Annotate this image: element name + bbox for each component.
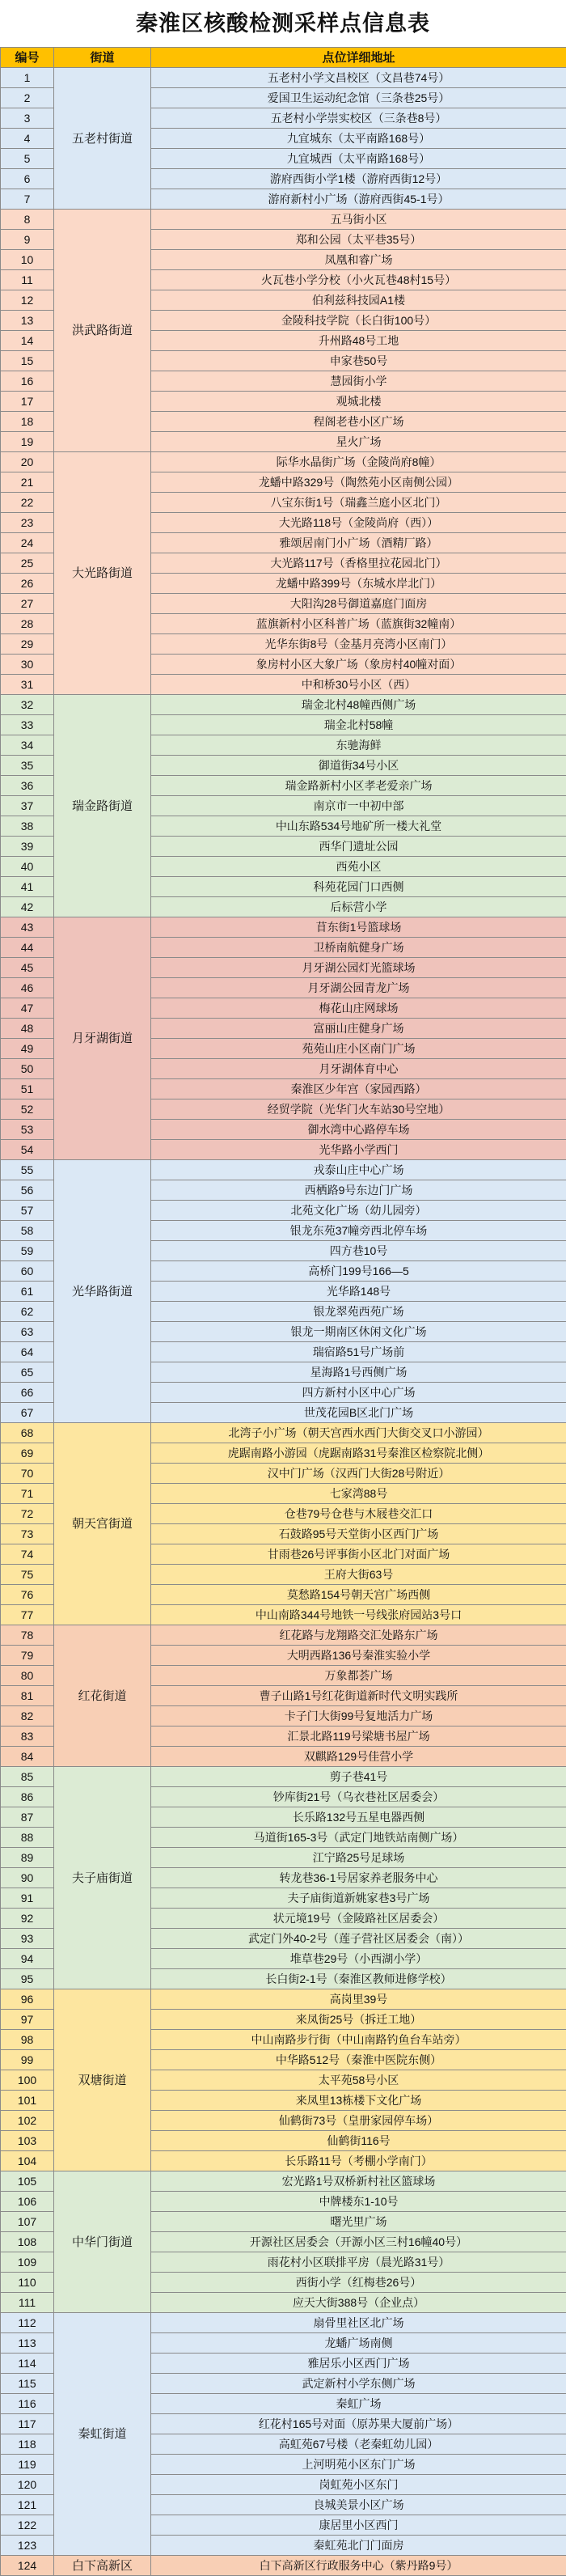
row-number: 60 xyxy=(1,1261,54,1282)
row-number: 68 xyxy=(1,1423,54,1443)
row-number: 94 xyxy=(1,1949,54,1969)
row-number: 59 xyxy=(1,1241,54,1261)
site-address: 中牌楼东1-10号 xyxy=(151,2192,566,2212)
row-number: 104 xyxy=(1,2151,54,2171)
site-address: 万象都荟广场 xyxy=(151,1666,566,1686)
row-number: 85 xyxy=(1,1767,54,1787)
site-address: 高虹苑67号楼（老秦虹幼儿园） xyxy=(151,2434,566,2455)
row-number: 97 xyxy=(1,2010,54,2030)
row-number: 84 xyxy=(1,1747,54,1767)
site-address: 江宁路25号足球场 xyxy=(151,1848,566,1868)
header-street: 街道 xyxy=(54,48,151,68)
row-number: 105 xyxy=(1,2171,54,2192)
row-number: 37 xyxy=(1,796,54,816)
site-address: 武定新村小学东侧广场 xyxy=(151,2374,566,2394)
street-name: 五老村街道 xyxy=(54,68,151,210)
site-address: 秦淮区少年宫（家园西路） xyxy=(151,1079,566,1099)
row-number: 110 xyxy=(1,2273,54,2293)
header-row xyxy=(1,48,566,68)
site-address: 蓝旗新村小区科普广场（蓝旗街32幢南） xyxy=(151,614,566,634)
site-address: 西苑小区 xyxy=(151,857,566,877)
row-number: 39 xyxy=(1,837,54,857)
site-address: 瑞金北村58幢 xyxy=(151,715,566,735)
row-number: 4 xyxy=(1,129,54,149)
street-name: 月牙湖街道 xyxy=(54,917,151,1160)
table-row xyxy=(1,917,566,938)
row-number: 113 xyxy=(1,2333,54,2354)
site-address: 经贸学院（光华门火车站30号空地） xyxy=(151,1099,566,1120)
row-number: 70 xyxy=(1,1464,54,1484)
site-address: 科苑花园门口西侧 xyxy=(151,877,566,897)
row-number: 20 xyxy=(1,452,54,472)
site-address: 西街小学（红梅巷26号） xyxy=(151,2273,566,2293)
site-address: 月牙湖体育中心 xyxy=(151,1059,566,1079)
street-name: 洪武路街道 xyxy=(54,210,151,452)
site-address: 象房村小区大象广场（象房村40幢对面） xyxy=(151,655,566,675)
site-address: 慧园街小学 xyxy=(151,371,566,392)
street-name: 白下高新区 xyxy=(54,2556,151,2576)
site-address: 御道街34号小区 xyxy=(151,756,566,776)
site-address: 秦虹广场 xyxy=(151,2394,566,2414)
row-number: 102 xyxy=(1,2111,54,2131)
row-number: 26 xyxy=(1,574,54,594)
row-number: 81 xyxy=(1,1686,54,1706)
site-address: 卫桥南航健身广场 xyxy=(151,938,566,958)
site-address: 富丽山庄健身广场 xyxy=(151,1019,566,1039)
row-number: 86 xyxy=(1,1787,54,1807)
row-number: 25 xyxy=(1,553,54,574)
street-name: 光华路街道 xyxy=(54,1160,151,1423)
site-address: 瑞宿路51号广场前 xyxy=(151,1342,566,1362)
row-number: 77 xyxy=(1,1605,54,1625)
street-name: 夫子庙街道 xyxy=(54,1767,151,1989)
row-number: 117 xyxy=(1,2414,54,2434)
row-number: 100 xyxy=(1,2070,54,2091)
row-number: 109 xyxy=(1,2252,54,2273)
site-address: 火瓦巷小学分校（小火瓦巷48村15号） xyxy=(151,270,566,290)
row-number: 29 xyxy=(1,634,54,655)
row-number: 27 xyxy=(1,594,54,614)
site-address: 龙蟠中路329号（陶然苑小区南侧公园） xyxy=(151,472,566,493)
row-number: 114 xyxy=(1,2354,54,2374)
row-number: 92 xyxy=(1,1909,54,1929)
site-address: 武定门外40-2号（莲子营社区居委会（南）） xyxy=(151,1929,566,1949)
row-number: 74 xyxy=(1,1544,54,1565)
row-number: 3 xyxy=(1,108,54,129)
site-address: 康居里小区西门 xyxy=(151,2515,566,2536)
site-address: 白下高新区行政服务中心（紫丹路9号） xyxy=(151,2556,566,2576)
row-number: 49 xyxy=(1,1039,54,1059)
row-number: 99 xyxy=(1,2050,54,2070)
site-address: 双麒路129号佳营小学 xyxy=(151,1747,566,1767)
row-number: 55 xyxy=(1,1160,54,1180)
row-number: 63 xyxy=(1,1322,54,1342)
row-number: 120 xyxy=(1,2475,54,2495)
site-address: 龙蟠广场南侧 xyxy=(151,2333,566,2354)
site-address: 夫子庙街道新姚家巷3号广场 xyxy=(151,1888,566,1909)
row-number: 11 xyxy=(1,270,54,290)
site-address: 王府大街63号 xyxy=(151,1565,566,1585)
row-number: 62 xyxy=(1,1302,54,1322)
row-number: 47 xyxy=(1,998,54,1019)
site-address: 五马街小区 xyxy=(151,210,566,230)
site-address: 西华门遗址公园 xyxy=(151,837,566,857)
row-number: 118 xyxy=(1,2434,54,2455)
row-number: 14 xyxy=(1,331,54,351)
row-number: 19 xyxy=(1,432,54,452)
site-address: 马道街165-3号（武定门地铁站南侧广场） xyxy=(151,1828,566,1848)
row-number: 124 xyxy=(1,2556,54,2576)
table-row xyxy=(1,1423,566,1443)
site-address: 南京市一中初中部 xyxy=(151,796,566,816)
row-number: 88 xyxy=(1,1828,54,1848)
row-number: 2 xyxy=(1,88,54,108)
site-address: 爱国卫生运动纪念馆（三条巷25号） xyxy=(151,88,566,108)
site-address: 钞库街21号（乌衣巷社区居委会） xyxy=(151,1787,566,1807)
row-number: 7 xyxy=(1,189,54,210)
site-address: 观城北楼 xyxy=(151,392,566,412)
row-number: 1 xyxy=(1,68,54,88)
row-number: 115 xyxy=(1,2374,54,2394)
sheet-title: 秦淮区核酸检测采样点信息表 xyxy=(0,0,566,47)
site-address: 汉中门广场（汉西门大街28号附近） xyxy=(151,1464,566,1484)
site-address: 甘雨巷26号评事街小区北门对面广场 xyxy=(151,1544,566,1565)
site-address: 八宝东街1号（瑞鑫兰庭小区北门） xyxy=(151,493,566,513)
site-address: 五老村小学崇实校区（三条巷8号） xyxy=(151,108,566,129)
table-body xyxy=(1,68,566,2576)
site-address: 虎踞南路小游园（虎踞南路31号秦淮区检察院北侧） xyxy=(151,1443,566,1464)
row-number: 119 xyxy=(1,2455,54,2475)
row-number: 5 xyxy=(1,149,54,169)
street-name: 瑞金路街道 xyxy=(54,695,151,917)
row-number: 40 xyxy=(1,857,54,877)
row-number: 53 xyxy=(1,1120,54,1140)
site-address: 御水湾中心路停车场 xyxy=(151,1120,566,1140)
row-number: 54 xyxy=(1,1140,54,1160)
row-number: 69 xyxy=(1,1443,54,1464)
site-address: 石鼓路95号天堂街小区西门广场 xyxy=(151,1524,566,1544)
site-address: 来凤里13栋楼下文化广场 xyxy=(151,2091,566,2111)
site-address: 红花村165号对面（原苏果大厦前广场） xyxy=(151,2414,566,2434)
row-number: 10 xyxy=(1,250,54,270)
row-number: 91 xyxy=(1,1888,54,1909)
row-number: 31 xyxy=(1,675,54,695)
site-address: 银龙翠苑西苑广场 xyxy=(151,1302,566,1322)
row-number: 67 xyxy=(1,1403,54,1423)
site-address: 北苑文化广场（幼儿园旁） xyxy=(151,1201,566,1221)
sampling-sites-table xyxy=(0,47,566,2576)
row-number: 18 xyxy=(1,412,54,432)
table-row xyxy=(1,452,566,472)
row-number: 23 xyxy=(1,513,54,533)
site-address: 剪子巷41号 xyxy=(151,1767,566,1787)
row-number: 34 xyxy=(1,735,54,756)
row-number: 111 xyxy=(1,2293,54,2313)
row-number: 76 xyxy=(1,1585,54,1605)
site-address: 北湾子小广场（朝天宫西水西门大街交叉口小游园） xyxy=(151,1423,566,1443)
site-address: 世茂花园B区北门广场 xyxy=(151,1403,566,1423)
site-address: 东驰海鲜 xyxy=(151,735,566,756)
row-number: 56 xyxy=(1,1180,54,1201)
site-address: 雅居乐小区西门广场 xyxy=(151,2354,566,2374)
site-address: 五老村小学文昌校区（文昌巷74号） xyxy=(151,68,566,88)
site-address: 星火广场 xyxy=(151,432,566,452)
site-address: 中山南路344号地铁一号线张府园站3号口 xyxy=(151,1605,566,1625)
site-address: 程阁老巷小区广场 xyxy=(151,412,566,432)
site-address: 龙蟠中路399号（东城水岸北门） xyxy=(151,574,566,594)
site-address: 上河明苑小区东门广场 xyxy=(151,2455,566,2475)
row-number: 58 xyxy=(1,1221,54,1241)
site-address: 四方新村小区中心广场 xyxy=(151,1383,566,1403)
table-row xyxy=(1,1160,566,1180)
row-number: 30 xyxy=(1,655,54,675)
site-address: 星海路1号西侧广场 xyxy=(151,1362,566,1383)
row-number: 72 xyxy=(1,1504,54,1524)
row-number: 6 xyxy=(1,169,54,189)
site-address: 长乐路11号（考棚小学南门） xyxy=(151,2151,566,2171)
site-address: 应天大街388号（企业点） xyxy=(151,2293,566,2313)
site-address: 扇骨里社区北广场 xyxy=(151,2313,566,2333)
table-row xyxy=(1,1989,566,2010)
row-number: 121 xyxy=(1,2495,54,2515)
site-address: 七家湾88号 xyxy=(151,1484,566,1504)
row-number: 24 xyxy=(1,533,54,553)
site-address: 卡子门大街99号复地活力广场 xyxy=(151,1706,566,1727)
row-number: 41 xyxy=(1,877,54,897)
site-address: 中和桥30号小区（西） xyxy=(151,675,566,695)
site-address: 九宜城东（太平南路168号） xyxy=(151,129,566,149)
street-name: 秦虹街道 xyxy=(54,2313,151,2556)
site-address: 苑苑山庄小区南门广场 xyxy=(151,1039,566,1059)
row-number: 83 xyxy=(1,1727,54,1747)
table-row xyxy=(1,2171,566,2192)
header-address: 点位详细地址 xyxy=(151,48,566,68)
site-address: 转龙巷36-1号居家养老服务中心 xyxy=(151,1868,566,1888)
site-address: 后标营小学 xyxy=(151,897,566,917)
row-number: 66 xyxy=(1,1383,54,1403)
row-number: 45 xyxy=(1,958,54,978)
row-number: 64 xyxy=(1,1342,54,1362)
site-address: 月牙湖公园青龙广场 xyxy=(151,978,566,998)
site-address: 汇景北路119号梁塘书屋广场 xyxy=(151,1727,566,1747)
site-address: 长白街2-1号（秦淮区教师进修学校） xyxy=(151,1969,566,1989)
site-address: 仓巷79号仓巷与木屐巷交汇口 xyxy=(151,1504,566,1524)
site-address: 西栖路9号东边门广场 xyxy=(151,1180,566,1201)
row-number: 101 xyxy=(1,2091,54,2111)
site-address: 莫愁路154号朝天宫广场西侧 xyxy=(151,1585,566,1605)
row-number: 44 xyxy=(1,938,54,958)
site-address: 梅花山庄网球场 xyxy=(151,998,566,1019)
row-number: 12 xyxy=(1,290,54,311)
site-address: 戎泰山庄中心广场 xyxy=(151,1160,566,1180)
site-address: 瑞金路新村小区孝老爱亲广场 xyxy=(151,776,566,796)
site-address: 光华东街8号（金基月亮湾小区南门） xyxy=(151,634,566,655)
site-address: 凤凰和睿广场 xyxy=(151,250,566,270)
row-number: 116 xyxy=(1,2394,54,2414)
site-address: 来凤街25号（拆迁工地） xyxy=(151,2010,566,2030)
site-address: 长乐路132号五星电器西侧 xyxy=(151,1807,566,1828)
site-address: 月牙湖公园灯光篮球场 xyxy=(151,958,566,978)
site-address: 仙鹤街73号（皇册家园停车场） xyxy=(151,2111,566,2131)
site-address: 大阳沟28号御道嘉庭门面房 xyxy=(151,594,566,614)
row-number: 122 xyxy=(1,2515,54,2536)
site-address: 曙光里广场 xyxy=(151,2212,566,2232)
site-address: 银龙一期南区休闲文化广场 xyxy=(151,1322,566,1342)
street-name: 大光路街道 xyxy=(54,452,151,695)
site-address: 中山东路534号地矿所一楼大礼堂 xyxy=(151,816,566,837)
site-address: 大光路117号（香格里拉花园北门） xyxy=(151,553,566,574)
site-address: 岗虹苑小区东门 xyxy=(151,2475,566,2495)
row-number: 78 xyxy=(1,1625,54,1646)
site-address: 高桥门199号166—5 xyxy=(151,1261,566,1282)
site-address: 四方巷10号 xyxy=(151,1241,566,1261)
row-number: 82 xyxy=(1,1706,54,1727)
table-row xyxy=(1,68,566,88)
site-address: 苜东街1号篮球场 xyxy=(151,917,566,938)
row-number: 38 xyxy=(1,816,54,837)
row-number: 36 xyxy=(1,776,54,796)
table-row xyxy=(1,2313,566,2333)
site-address: 大光路118号（金陵尚府（西）） xyxy=(151,513,566,533)
row-number: 42 xyxy=(1,897,54,917)
row-number: 46 xyxy=(1,978,54,998)
table-row xyxy=(1,1625,566,1646)
row-number: 79 xyxy=(1,1646,54,1666)
row-number: 90 xyxy=(1,1868,54,1888)
row-number: 98 xyxy=(1,2030,54,2050)
site-address: 雨花村小区联排平房（晨光路31号） xyxy=(151,2252,566,2273)
row-number: 13 xyxy=(1,311,54,331)
row-number: 52 xyxy=(1,1099,54,1120)
site-address: 瑞金北村48幢西侧广场 xyxy=(151,695,566,715)
street-name: 双塘街道 xyxy=(54,1989,151,2171)
site-address: 良城美景小区广场 xyxy=(151,2495,566,2515)
row-number: 65 xyxy=(1,1362,54,1383)
row-number: 15 xyxy=(1,351,54,371)
site-address: 郑和公园（太平巷35号） xyxy=(151,230,566,250)
row-number: 8 xyxy=(1,210,54,230)
row-number: 9 xyxy=(1,230,54,250)
site-address: 中华路512号（秦淮中医院东侧） xyxy=(151,2050,566,2070)
site-address: 太平苑58号小区 xyxy=(151,2070,566,2091)
site-address: 高岗里39号 xyxy=(151,1989,566,2010)
site-address: 际华水晶街广场（金陵尚府8幢） xyxy=(151,452,566,472)
row-number: 103 xyxy=(1,2131,54,2151)
site-address: 大明西路136号秦淮实验小学 xyxy=(151,1646,566,1666)
site-address: 红花路与龙翔路交汇处路东广场 xyxy=(151,1625,566,1646)
row-number: 17 xyxy=(1,392,54,412)
row-number: 75 xyxy=(1,1565,54,1585)
row-number: 32 xyxy=(1,695,54,715)
row-number: 28 xyxy=(1,614,54,634)
table-row xyxy=(1,1767,566,1787)
table-row xyxy=(1,695,566,715)
row-number: 107 xyxy=(1,2212,54,2232)
row-number: 106 xyxy=(1,2192,54,2212)
row-number: 108 xyxy=(1,2232,54,2252)
site-address: 仙鹤街116号 xyxy=(151,2131,566,2151)
row-number: 50 xyxy=(1,1059,54,1079)
header-number: 编号 xyxy=(1,48,54,68)
row-number: 57 xyxy=(1,1201,54,1221)
site-address: 伯利兹科技园A1楼 xyxy=(151,290,566,311)
site-address: 游府新村小广场（游府西街45-1号） xyxy=(151,189,566,210)
site-address: 九宜城西（太平南路168号） xyxy=(151,149,566,169)
row-number: 123 xyxy=(1,2536,54,2556)
site-address: 曹子山路1号红花街道新时代文明实践所 xyxy=(151,1686,566,1706)
row-number: 73 xyxy=(1,1524,54,1544)
row-number: 80 xyxy=(1,1666,54,1686)
row-number: 22 xyxy=(1,493,54,513)
site-address: 光华路小学西门 xyxy=(151,1140,566,1160)
table-row xyxy=(1,2556,566,2576)
row-number: 71 xyxy=(1,1484,54,1504)
row-number: 89 xyxy=(1,1848,54,1868)
row-number: 51 xyxy=(1,1079,54,1099)
row-number: 112 xyxy=(1,2313,54,2333)
site-address: 申家巷50号 xyxy=(151,351,566,371)
row-number: 95 xyxy=(1,1969,54,1989)
row-number: 21 xyxy=(1,472,54,493)
site-address: 雅颂居南门小广场（酒精厂路） xyxy=(151,533,566,553)
row-number: 87 xyxy=(1,1807,54,1828)
row-number: 16 xyxy=(1,371,54,392)
site-address: 中山南路步行街（中山南路钓鱼台车站旁） xyxy=(151,2030,566,2050)
street-name: 红花街道 xyxy=(54,1625,151,1767)
site-address: 光华路148号 xyxy=(151,1282,566,1302)
site-address: 秦虹苑北门门面房 xyxy=(151,2536,566,2556)
row-number: 93 xyxy=(1,1929,54,1949)
row-number: 61 xyxy=(1,1282,54,1302)
site-address: 状元境19号（金陵路社区居委会） xyxy=(151,1909,566,1929)
street-name: 朝天宫街道 xyxy=(54,1423,151,1625)
row-number: 33 xyxy=(1,715,54,735)
site-address: 堆草巷29号（小西湖小学） xyxy=(151,1949,566,1969)
site-address: 金陵科技学院（长白街100号） xyxy=(151,311,566,331)
row-number: 43 xyxy=(1,917,54,938)
row-number: 48 xyxy=(1,1019,54,1039)
site-address: 宏光路1号双桥新村社区篮球场 xyxy=(151,2171,566,2192)
table-row xyxy=(1,210,566,230)
site-address: 银龙东苑37幢旁西北停车场 xyxy=(151,1221,566,1241)
street-name: 中华门街道 xyxy=(54,2171,151,2313)
site-address: 开源社区居委会（开源小区三村16幢40号） xyxy=(151,2232,566,2252)
row-number: 96 xyxy=(1,1989,54,2010)
row-number: 35 xyxy=(1,756,54,776)
site-address: 游府西街小学1楼（游府西街12号） xyxy=(151,169,566,189)
site-address: 升州路48号工地 xyxy=(151,331,566,351)
